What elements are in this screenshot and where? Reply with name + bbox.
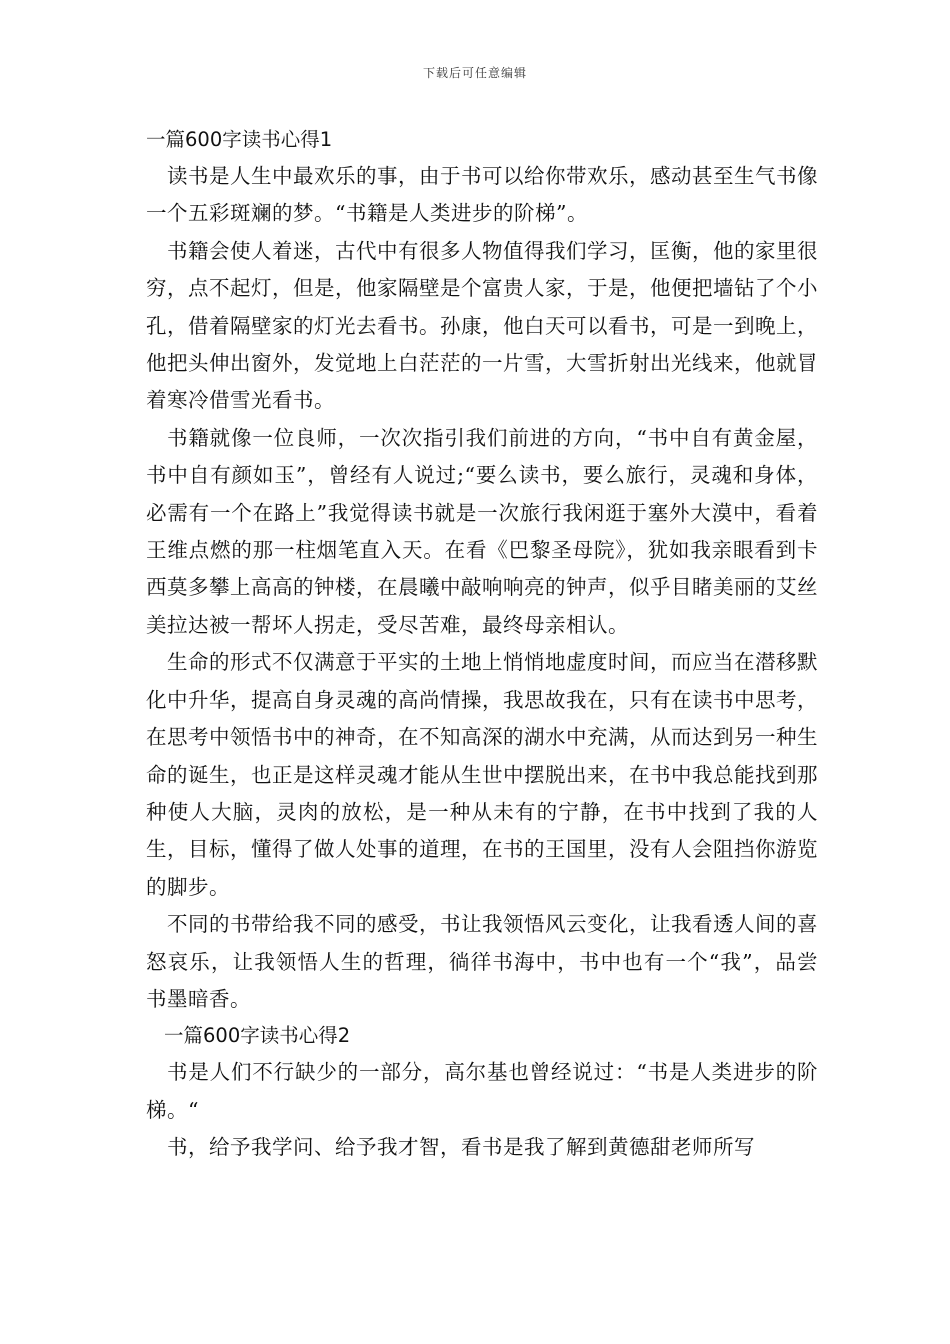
paragraph: 读书是人生中最欢乐的事，由于书可以给你带欢乐，感动甚至生气书像一个五彩斑斓的梦。“书籍是人类进步的阶梯”。 [146,164,818,226]
page-header: 下载后可任意编辑 [422,66,527,80]
section-title-1: 一篇600字读书心得1 [146,128,333,151]
paragraph: 书，给予我学问、给予我才智，看书是我了解到黄德甜老师所写 [167,1135,755,1160]
document-body [146,122,818,1167]
paragraph: 书是人们不行缺少的一部分，高尔基也曾经说过：“书是人类进步的阶梯。“ [146,1060,818,1122]
section-title-2: 一篇600字读书心得2 [164,1024,351,1048]
paragraph: 不同的书带给我不同的感受，书让我领悟风云变化，让我看透人间的喜怒哀乐，让我领悟人生的哲理，徜徉书海中，书中也有一个“我”，品尝书墨暗香。 [146,912,818,1011]
paragraph: 书籍会使人着迷，古代中有很多人物值得我们学习，匡衡，他的家里很穷，点不起灯，但是，他家隔壁是个富贵人家，于是，他便把墙钻了个小孔，借着隔壁家的灯光去看书。孙康，他白天可以看书，可是一到晚上，他把头伸出窗外，发觉地上白茫茫的一片雪，大雪折射出光线来，他就冒着寒冷借雪光看书。 [146,238,818,413]
paragraph: 书籍就像一位良师，一次次指引我们前进的方向，“书中自有黄金屋，书中自有颜如玉”，曾经有人说过;“要么读书，要么旅行，灵魂和身体，必需有一个在路上”我觉得读书就是一次旅行我闲逛于塞外大漠中，看着王维点燃的那一柱烟笔直入天。在看《巴黎圣母院》，犹如我亲眼看到卡西莫多攀上高高的钟楼，在晨曦中敲响响亮的钟声，似乎目睹美丽的艾丝美拉达被一帮坏人拐走，受尽苦难，最终母亲相认。 [146,425,818,637]
paragraph: 生命的形式不仅满意于平实的土地上悄悄地虚度时间，而应当在潜移默化中升华，提高自身灵魂的高尚情操，我思故我在，只有在读书中思考，在思考中领悟书中的神奇，在不知高深的湖水中充满，从而达到另一种生命的诞生，也正是这样灵魂才能从生世中摆脱出来，在书中我总能找到那种使人大脑，灵肉的放松，是一种从未有的宁静，在书中找到了我的人生，目标，懂得了做人处事的道理，在书的王国里，没有人会阻挡你游览的脚步。 [146,650,818,899]
